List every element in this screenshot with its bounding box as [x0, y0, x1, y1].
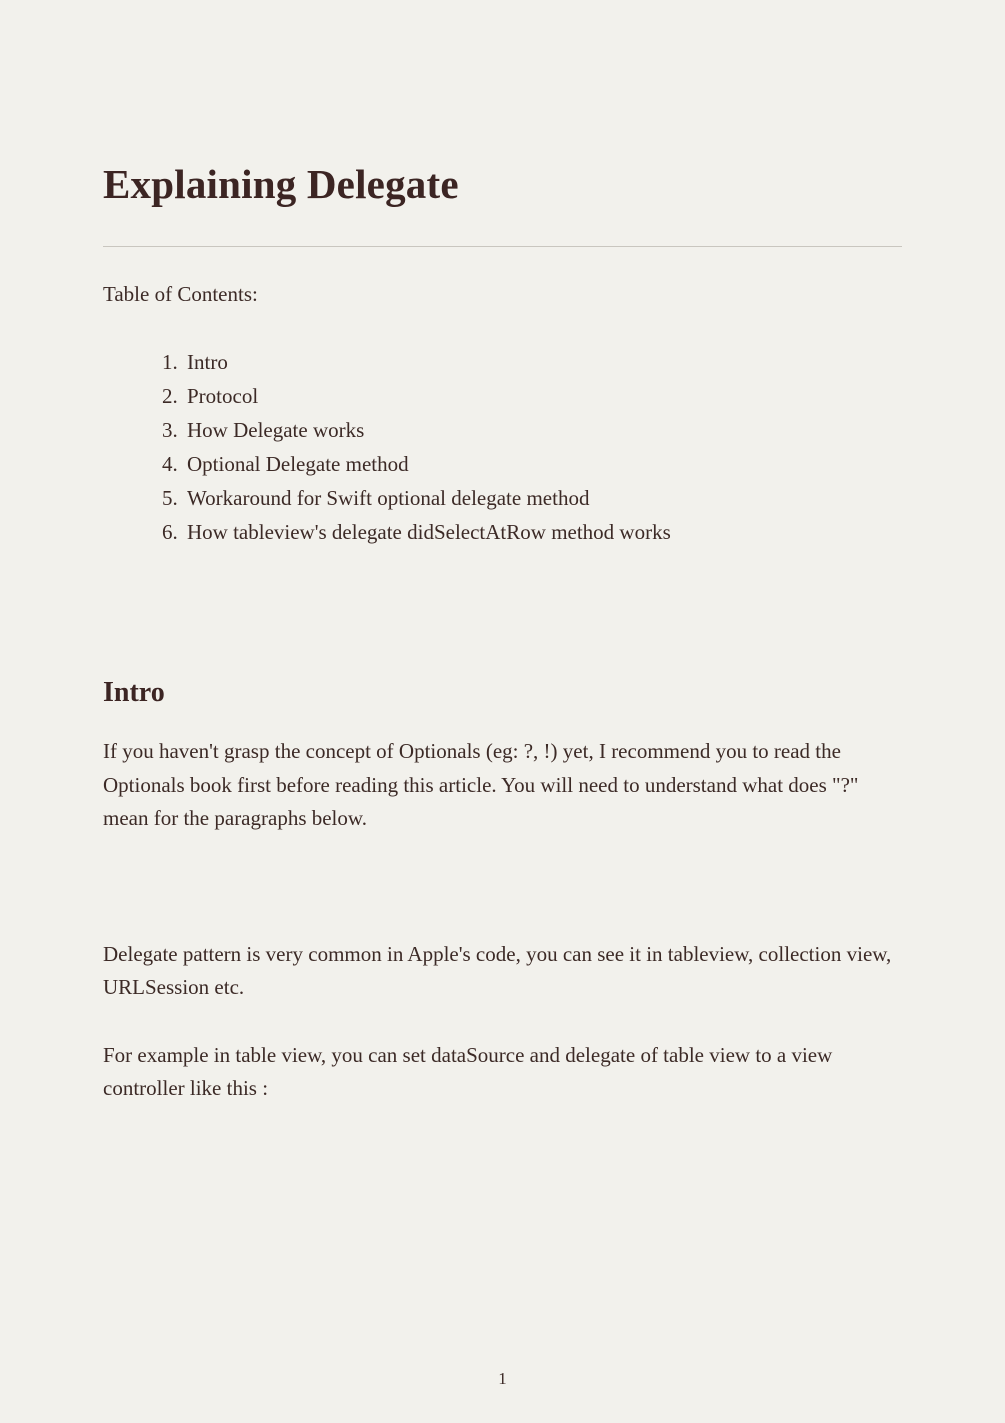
toc-list: [103, 345, 902, 549]
page-title: Explaining Delegate: [103, 161, 459, 207]
toc-item-workaround-swift-optional: 5. Workaround for Swift optional delegate method: [183, 481, 902, 515]
intro-paragraph-3: For example in table view, you can set dataSource and delegate of table view to a view controller like this :: [103, 1042, 833, 1100]
toc-heading: Table of Contents:: [103, 282, 258, 306]
toc-item-didselectatrow: 6. How tableview's delegate didSelectAtRow method works: [183, 515, 902, 549]
section-heading-intro: Intro: [103, 677, 165, 708]
page-number: 1: [498, 1369, 507, 1388]
toc-item-how-delegate-works: 3. How Delegate works: [183, 413, 902, 447]
intro-paragraph-1: If you haven't grasp the concept of Optionals (eg: ?, !) yet, I recommend you to read the Optionals book first before reading this article. You will need to understand what does "?" mean for the paragraphs below.: [103, 739, 859, 830]
toc-item-protocol: 2. Protocol: [183, 379, 902, 413]
toc-item-optional-delegate-method: 4. Optional Delegate method: [183, 447, 902, 481]
title-divider: [103, 246, 902, 247]
toc-item-intro: 1. Intro: [183, 345, 902, 379]
intro-paragraph-2: Delegate pattern is very common in Apple's code, you can see it in tableview, collection view, URLSession etc.: [103, 941, 892, 999]
